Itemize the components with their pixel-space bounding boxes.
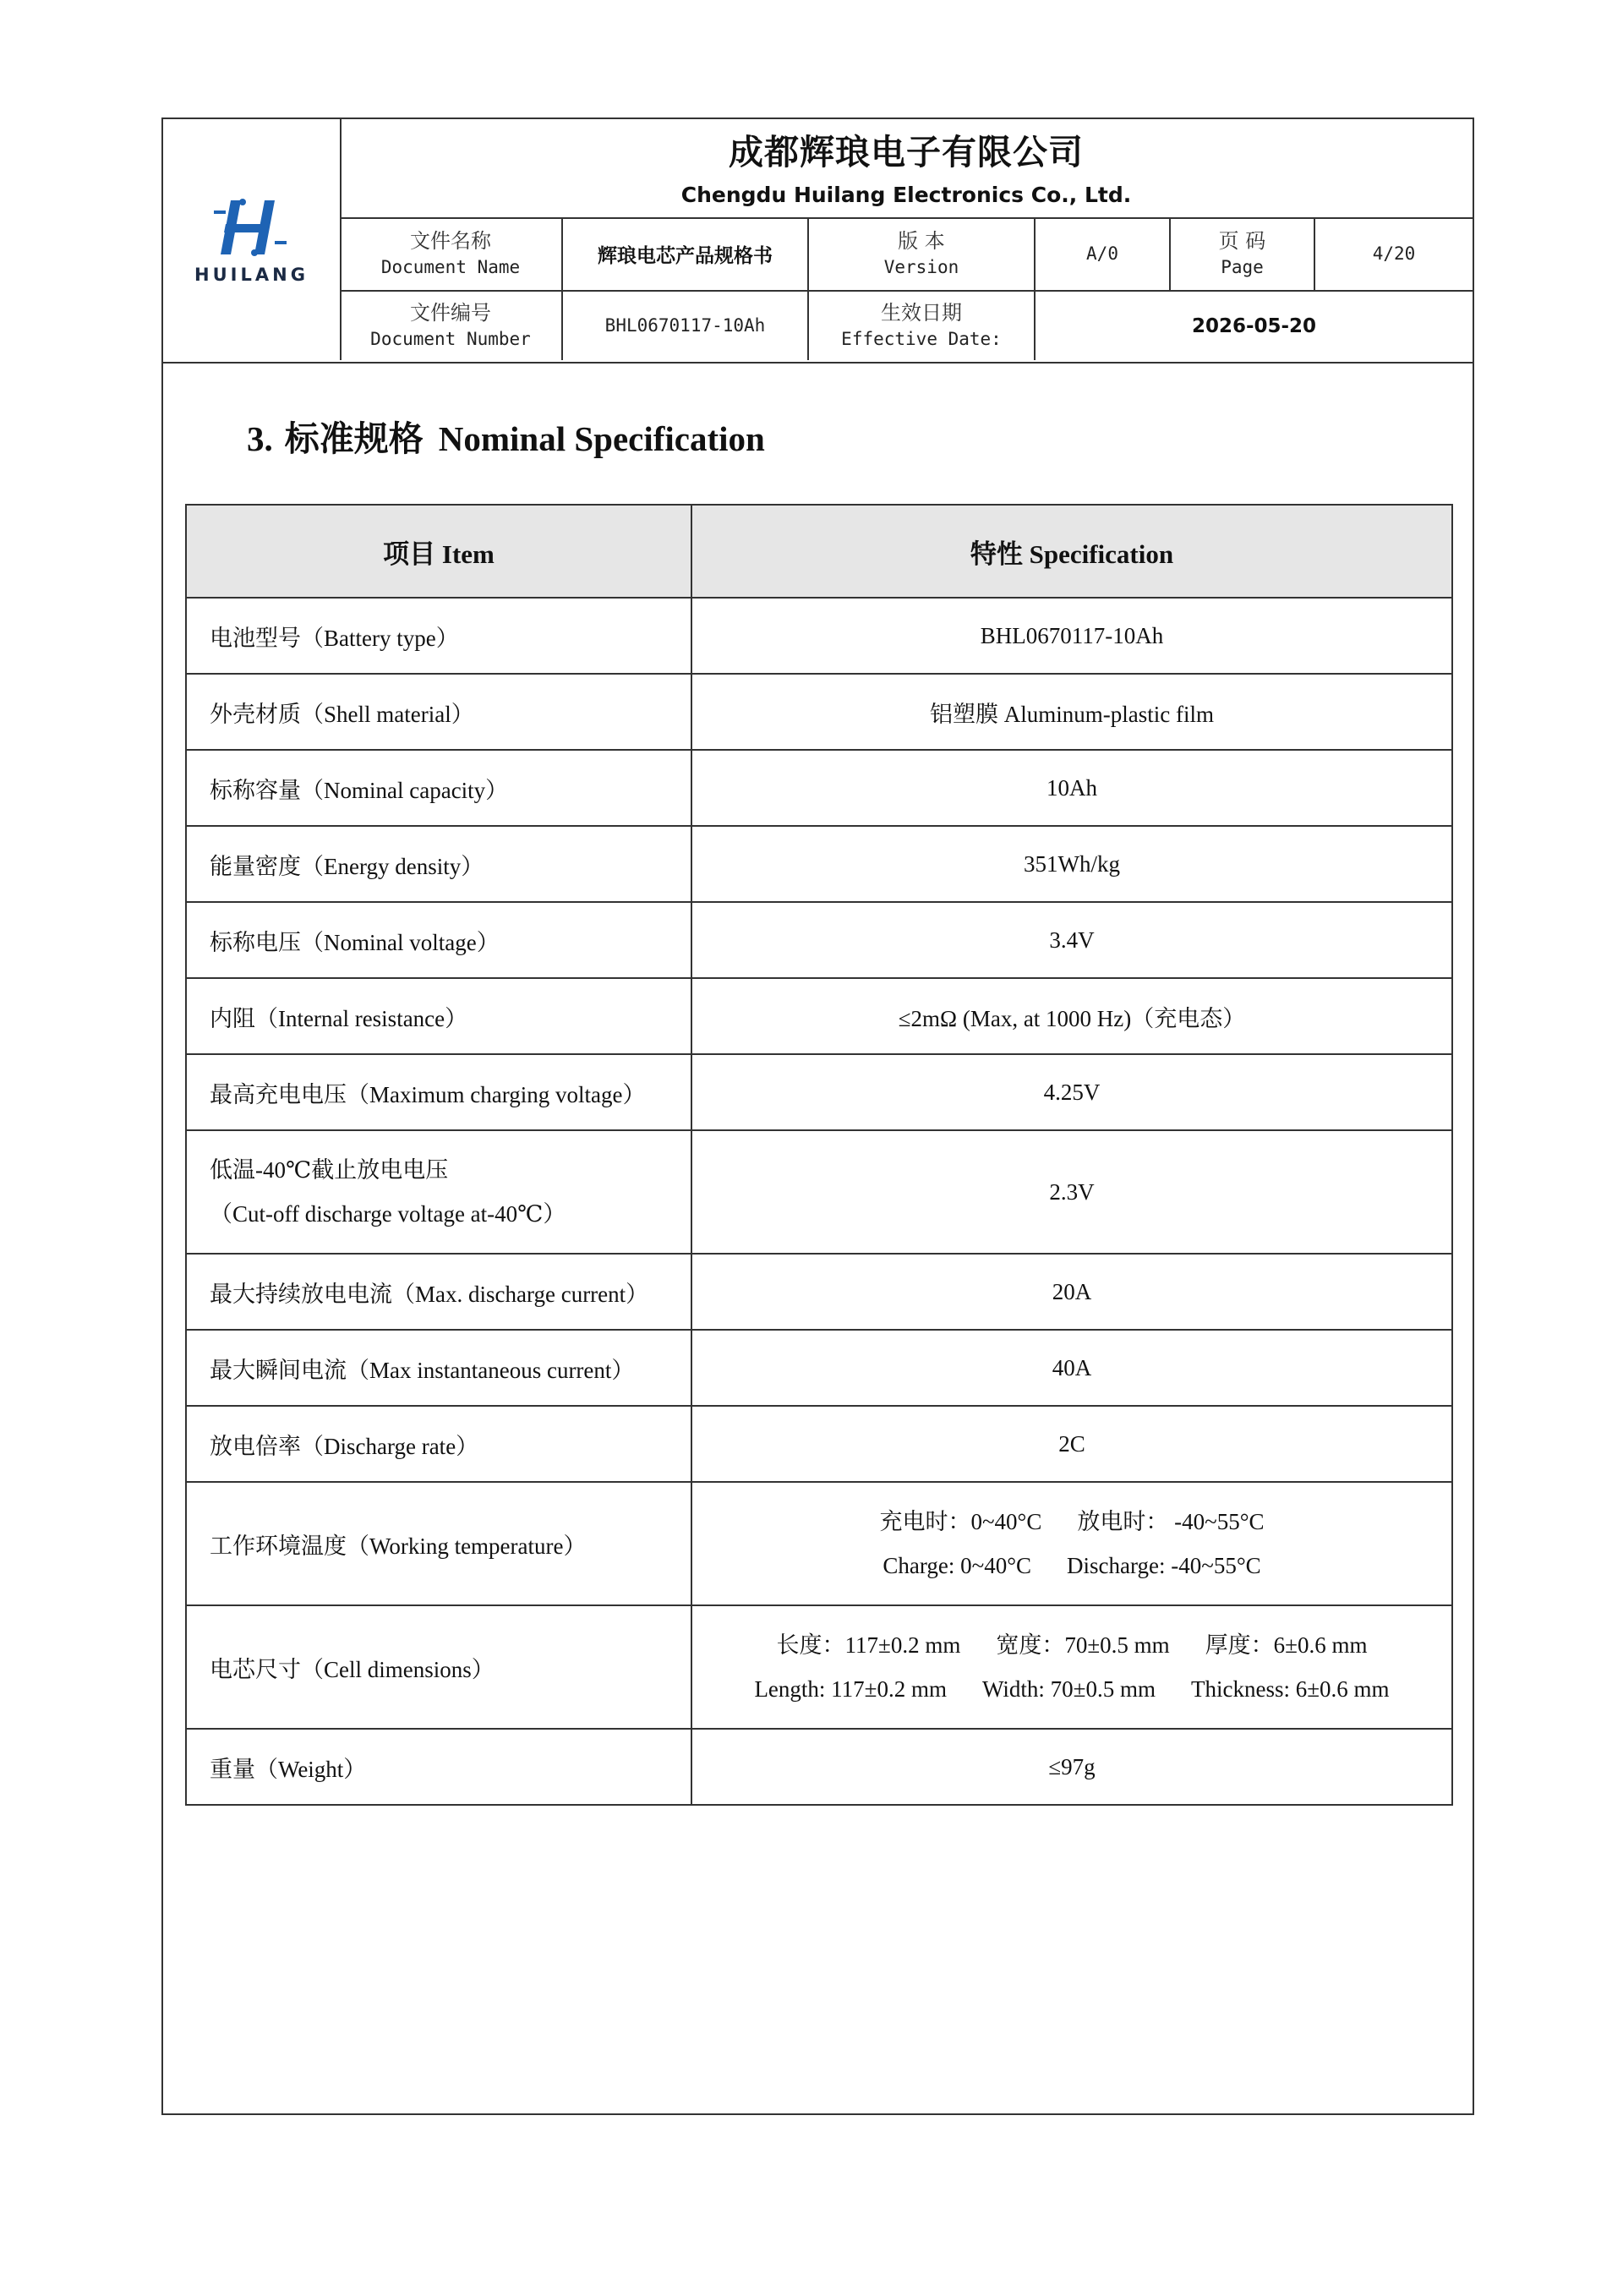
doc-name-label xyxy=(340,217,563,290)
length-cn: 长度：117±0.2 mm xyxy=(776,1632,961,1658)
row-item: 外壳材质（Shell material） xyxy=(186,674,691,750)
discharge-temp-en: Discharge: -40~55°C xyxy=(1067,1553,1261,1578)
row-value: 351Wh/kg xyxy=(691,826,1452,902)
row-value: ≤2mΩ (Max, at 1000 Hz)（充电态） xyxy=(691,978,1452,1054)
temp-line-en xyxy=(692,1544,1451,1588)
row-item-line-2: （Cut-off discharge voltage at-40℃） xyxy=(210,1201,566,1227)
row-item: 标称电压（Nominal voltage） xyxy=(186,902,691,978)
effective-date-label xyxy=(809,292,1036,360)
header-spec: 特性 Specification xyxy=(691,505,1452,598)
table-header-row xyxy=(186,505,1452,598)
table-row xyxy=(186,1729,1452,1805)
section-title xyxy=(247,411,765,461)
version-label-en: Version xyxy=(883,256,959,277)
company-name-en: Chengdu Huilang Electronics Co., Ltd. xyxy=(680,183,1132,207)
company-name-cn: 成都辉琅电子有限公司 xyxy=(729,132,1084,172)
company-name-block xyxy=(340,119,1473,219)
dimension-line-cn xyxy=(692,1623,1451,1667)
row-value: 3.4V xyxy=(691,902,1452,978)
section-title-en: Nominal Specification xyxy=(438,419,765,458)
doc-name-value-text: 辉琅电芯产品规格书 xyxy=(598,244,773,267)
row-value: 2C xyxy=(691,1406,1452,1482)
row-item xyxy=(186,1130,691,1254)
document-meta-table xyxy=(340,217,1473,360)
temp-line-cn xyxy=(692,1500,1451,1544)
row-value: 40A xyxy=(691,1330,1452,1406)
effective-date-value-text: 2026-05-20 xyxy=(1191,314,1317,337)
row-value xyxy=(691,1482,1452,1605)
row-item: 放电倍率（Discharge rate） xyxy=(186,1406,691,1482)
doc-name-value xyxy=(563,217,809,290)
version-value xyxy=(1036,217,1171,290)
length-en: Length: 117±0.2 mm xyxy=(754,1676,947,1702)
page-value xyxy=(1315,217,1473,290)
doc-name-label-en: Document Name xyxy=(380,256,521,277)
thickness-cn: 厚度：6±0.6 mm xyxy=(1205,1632,1368,1658)
row-item: 最大持续放电电流（Max. discharge current） xyxy=(186,1254,691,1330)
page-label-en: Page xyxy=(1221,256,1264,277)
version-label-cn: 版 本 xyxy=(898,228,945,253)
page-label xyxy=(1171,217,1315,290)
table-row xyxy=(186,750,1452,826)
huilang-logo-icon xyxy=(212,194,290,261)
row-item: 重量（Weight） xyxy=(186,1729,691,1805)
row-item: 工作环境温度（Working temperature） xyxy=(186,1482,691,1605)
effective-date-value xyxy=(1036,292,1473,360)
effective-date-label-en: Effective Date: xyxy=(841,329,1002,350)
doc-number-label-en: Document Number xyxy=(370,329,531,350)
document-frame xyxy=(161,118,1474,2115)
table-row xyxy=(186,674,1452,750)
charge-temp-en: Charge: 0~40°C xyxy=(883,1553,1032,1578)
table-row xyxy=(186,902,1452,978)
row-item: 内阻（Internal resistance） xyxy=(186,978,691,1054)
row-item: 标称容量（Nominal capacity） xyxy=(186,750,691,826)
doc-name-label-cn: 文件名称 xyxy=(410,228,491,253)
page-label-cn: 页 码 xyxy=(1218,228,1266,253)
width-cn: 宽度：70±0.5 mm xyxy=(996,1632,1170,1658)
doc-number-label xyxy=(340,292,563,360)
version-value-text: A/0 xyxy=(1086,243,1118,264)
table-row xyxy=(186,1482,1452,1605)
table-row xyxy=(186,1330,1452,1406)
row-item: 电芯尺寸（Cell dimensions） xyxy=(186,1605,691,1729)
table-row xyxy=(186,1054,1452,1130)
document-header xyxy=(163,119,1473,364)
row-value xyxy=(691,1605,1452,1729)
doc-number-value-text: BHL0670117-10Ah xyxy=(604,315,766,336)
width-en: Width: 70±0.5 mm xyxy=(982,1676,1156,1702)
row-value: ≤97g xyxy=(691,1729,1452,1805)
row-item: 电池型号（Battery type） xyxy=(186,598,691,674)
row-item: 最大瞬间电流（Max instantaneous current） xyxy=(186,1330,691,1406)
meta-row-1 xyxy=(340,217,1473,292)
row-value: 10Ah xyxy=(691,750,1452,826)
effective-date-label-cn: 生效日期 xyxy=(881,301,962,325)
row-item: 能量密度（Energy density） xyxy=(186,826,691,902)
table-row xyxy=(186,598,1452,674)
logo-wordmark: HUILANG xyxy=(194,265,309,285)
row-value: 4.25V xyxy=(691,1054,1452,1130)
table-row xyxy=(186,1130,1452,1254)
row-item: 最高充电电压（Maximum charging voltage） xyxy=(186,1054,691,1130)
row-value: 20A xyxy=(691,1254,1452,1330)
logo-cell xyxy=(163,119,342,360)
doc-number-label-cn: 文件编号 xyxy=(410,301,491,325)
header-item: 项目 Item xyxy=(186,505,691,598)
row-value: 2.3V xyxy=(691,1130,1452,1254)
nominal-spec-table xyxy=(185,504,1453,1806)
discharge-temp-cn: 放电时： -40~55°C xyxy=(1077,1509,1265,1534)
page-value-text: 4/20 xyxy=(1372,243,1416,264)
dimension-line-en xyxy=(692,1667,1451,1711)
doc-number-value xyxy=(563,292,809,360)
table-row xyxy=(186,1406,1452,1482)
table-row xyxy=(186,1605,1452,1729)
meta-row-2 xyxy=(340,292,1473,360)
row-value: BHL0670117-10Ah xyxy=(691,598,1452,674)
section-number: 3. xyxy=(247,419,273,458)
thickness-en: Thickness: 6±0.6 mm xyxy=(1190,1676,1390,1702)
row-item-line-1: 低温-40℃截止放电电压 xyxy=(210,1157,449,1183)
table-row xyxy=(186,978,1452,1054)
section-title-cn: 标准规格 xyxy=(284,419,424,458)
charge-temp-cn: 充电时：0~40°C xyxy=(879,1509,1042,1534)
version-label xyxy=(809,217,1036,290)
table-row xyxy=(186,1254,1452,1330)
table-row xyxy=(186,826,1452,902)
row-value: 铝塑膜 Aluminum-plastic film xyxy=(691,674,1452,750)
